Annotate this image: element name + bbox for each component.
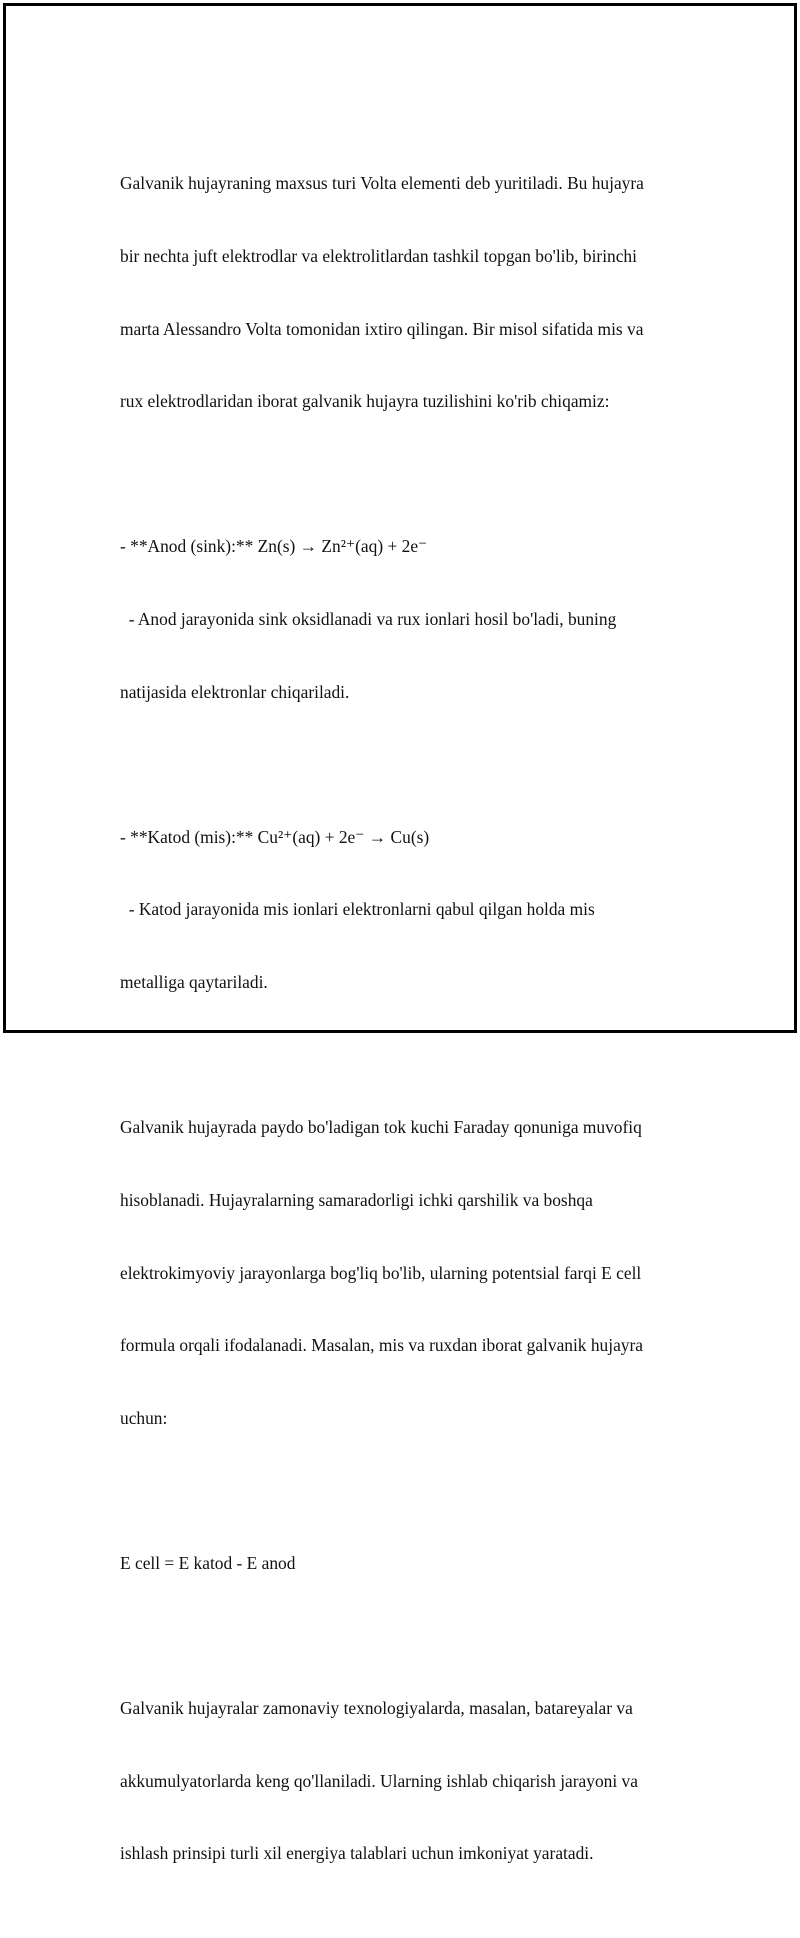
text-line: elektrokimyoviy jarayonlarga bog'liq bo'lib, ularning potentsial farqi E cell xyxy=(120,1262,642,1283)
formula-line: E cell = E katod - E anod xyxy=(120,1552,296,1573)
text-line: metalliga qaytariladi. xyxy=(120,972,268,993)
text-line: marta Alessandro Volta tomonidan ixtiro qilingan. Bir misol sifatida mis va xyxy=(120,318,644,339)
text-line: - Katod jarayonida mis ionlari elektronlarni qabul qilgan holda mis xyxy=(120,899,595,920)
text-line: hisoblanadi. Hujayralarning samaradorligi ichki qarshilik va boshqa xyxy=(120,1189,593,1210)
document-body xyxy=(120,123,700,1938)
text-line: bir nechta juft elektrodlar va elektrolitlardan tashkil topgan bo'lib, birinchi xyxy=(120,246,637,267)
paragraph-formula xyxy=(120,1503,700,1624)
text-line: formula orqali ifodalanadi. Masalan, mis va ruxdan iborat galvanik hujayra xyxy=(120,1335,644,1356)
text-line: ishlash prinsipi turli xil energiya talablari uchun imkoniyat yaratadi. xyxy=(120,1843,594,1864)
text-line: - Anod jarayonida sink oksidlanadi va rux ionlari hosil bo'ladi, buning xyxy=(120,609,617,630)
text-line: akkumulyatorlarda keng qo'llaniladi. Ularning ishlab chiqarish jarayoni va xyxy=(120,1770,638,1791)
text-line: Galvanik hujayralar zamonaviy texnologiyalarda, masalan, batareyalar va xyxy=(120,1698,633,1719)
text-line: Galvanik hujayrada paydo bo'ladigan tok kuchi Faraday qonuniga muvofiq xyxy=(120,1117,642,1138)
paragraph-anode xyxy=(120,486,700,752)
text-line: rux elektrodlaridan iborat galvanik hujayra tuzilishini ko'rib chiqamiz: xyxy=(120,391,610,412)
text-line: - **Katod (mis):** Cu²⁺(aq) + 2e⁻ → Cu(s) xyxy=(120,826,430,847)
paragraph-applications xyxy=(120,1648,700,1914)
text-line: - **Anod (sink):** Zn(s) → Zn²⁺(aq) + 2e⁻ xyxy=(120,536,428,557)
paragraph-cathode xyxy=(120,776,700,1042)
text-line: uchun: xyxy=(120,1407,168,1428)
text-line: natijasida elektronlar chiqariladi. xyxy=(120,681,350,702)
text-line: Galvanik hujayraning maxsus turi Volta elementi deb yuritiladi. Bu hujayra xyxy=(120,173,644,194)
paragraph-intro xyxy=(120,123,700,462)
paragraph-faraday xyxy=(120,1067,700,1478)
page-frame xyxy=(3,3,797,1864)
